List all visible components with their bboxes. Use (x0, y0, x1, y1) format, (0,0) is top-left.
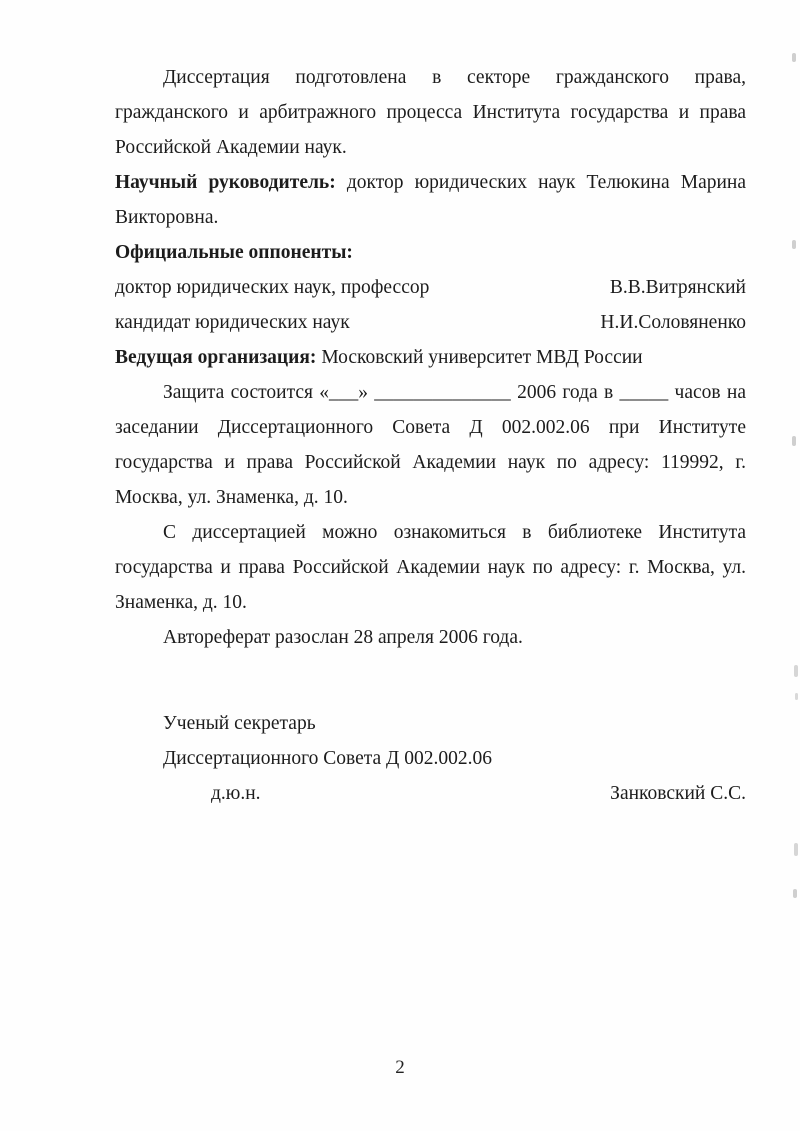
scan-speck (793, 889, 797, 898)
secretary-title: Ученый секретарь (163, 713, 316, 734)
page-number: 2 (395, 1057, 405, 1078)
supervisor-label: Научный руководитель: (115, 172, 336, 193)
scan-speck (794, 843, 798, 856)
scan-speck (792, 53, 796, 62)
secretary-council: Диссертационного Совета Д 002.002.06 (163, 748, 492, 769)
secretary-degree: д.ю.н. (211, 783, 261, 804)
paragraph-lead-org (115, 340, 746, 375)
paragraph-defense: Защита состоится «___» ______________ 2006 года в _____ часов на заседании Диссертационного Совета Д 002.002.06 при Институте государства и права Российской Академии наук по адресу: 119992, г. Москва, ул. Знаменка, д. 10. (115, 382, 746, 508)
scan-speck (795, 693, 798, 700)
paragraph-abstract-sent: Автореферат разослан 28 апреля 2006 года. (163, 627, 523, 648)
scan-speck (792, 436, 796, 446)
lead-org-text: Московский университет МВД России (316, 347, 643, 368)
opponent-row (115, 305, 746, 340)
paragraph-supervisor (115, 165, 746, 235)
opponent-row (115, 270, 746, 305)
opponent-name: Н.И.Соловяненко (600, 312, 746, 333)
secretary-block (115, 706, 746, 811)
supervisor-text: доктор юридических наук Телюкина Марина Викторовна. (115, 172, 746, 228)
paragraph-library: С диссертацией можно ознакомиться в библиотеке Института государства и права Российской Академии наук по адресу: г. Москва, ул. Знаменка, д. 10. (115, 522, 746, 613)
secretary-signature-row (115, 776, 746, 811)
document-body (115, 60, 746, 811)
secretary-name: Занковский С.С. (610, 783, 746, 804)
opponents-label: Официальные оппоненты: (115, 242, 353, 263)
opponent-degree: доктор юридических наук, профессор (115, 277, 430, 298)
opponent-degree: кандидат юридических наук (115, 312, 350, 333)
lead-org-label: Ведущая организация: (115, 347, 317, 368)
scan-speck (794, 665, 798, 677)
opponent-name: В.В.Витрянский (609, 277, 746, 298)
scan-speck (792, 240, 796, 249)
paragraph-prepared: Диссертация подготовлена в секторе гражданского права, гражданского и арбитражного процесса Института государства и права Российской Академии наук. (115, 67, 746, 158)
